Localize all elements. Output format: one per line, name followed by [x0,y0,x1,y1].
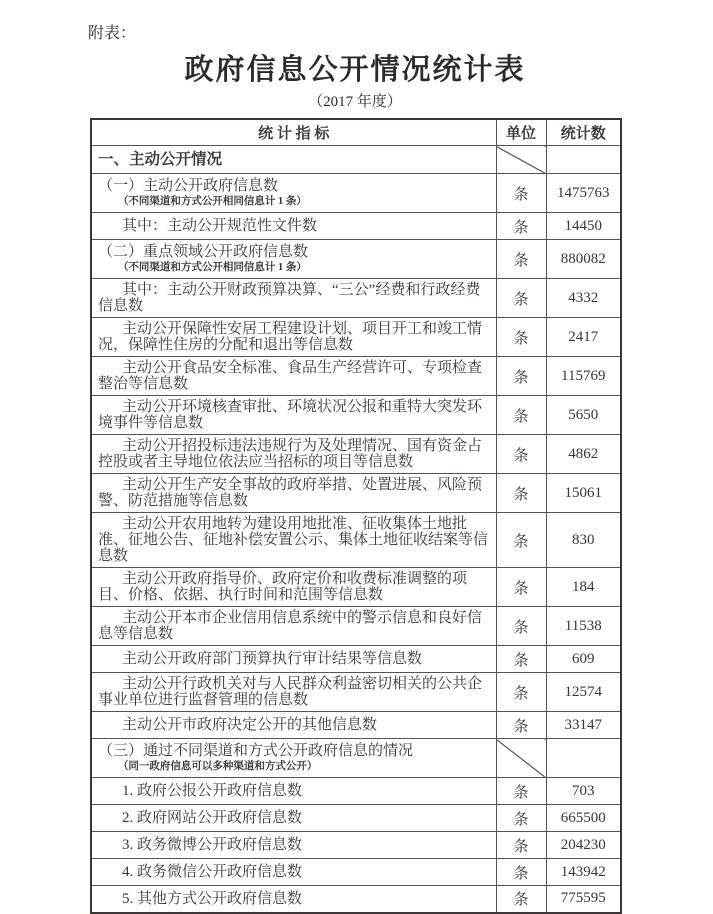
indicator-label: 2. 政府网站公开政府信息数 [122,810,303,826]
indicator-cell [91,859,496,886]
indicator-cell [91,174,496,213]
indicator-label: 主动公开保障性安居工程建设计划、项目开工和竣工情况，保障性住房的分配和退出等信息数 [98,321,483,353]
diagonal-slash-cell [496,739,546,778]
unit-cell: 条 [496,712,546,739]
indicator-cell [91,474,496,513]
unit-cell: 条 [496,396,546,435]
col-header-unit: 单位 [496,119,546,146]
value-cell: 2417 [546,318,621,357]
indicator-cell [91,513,496,568]
indicator-note: （不同渠道和方式公开相同信息计 1 条） [117,196,307,207]
indicator-label: 1. 政府公报公开政府信息数 [122,783,303,799]
value-cell: 830 [546,513,621,568]
table-row [91,396,621,435]
value-cell: 33147 [546,712,621,739]
indicator-label: （三）通过不同渠道和方式公开政府信息的情况 [98,743,414,759]
indicator-cell [91,886,496,913]
page-subtitle: （2017 年度） [308,94,402,110]
indicator-label: （二）重点领域公开政府信息数 [98,244,309,260]
indicator-label: 主动公开市政府决定公开的其他信息数 [122,717,378,733]
indicator-label: 主动公开政府部门预算执行审计结果等信息数 [122,651,423,667]
value-cell: 15061 [546,474,621,513]
indicator-cell [91,607,496,646]
diagonal-slash-cell [496,146,546,174]
indicator-note: （同一政府信息可以多种渠道和方式公开） [117,761,318,772]
statistics-table [90,118,622,914]
unit-cell: 条 [496,832,546,859]
table-row [91,607,621,646]
value-cell: 880082 [546,240,621,279]
unit-cell: 条 [496,513,546,568]
col-header-value: 统计数 [546,119,621,146]
indicator-cell [91,712,496,739]
value-cell: 1475763 [546,174,621,213]
indicator-label: 5. 其他方式公开政府信息数 [122,890,303,907]
indicator-label: 主动公开环境核查审批、环境状况公报和重特大突发环境事件等信息数 [98,399,483,431]
indicator-cell [91,240,496,279]
unit-cell: 条 [496,778,546,805]
value-cell: 4332 [546,279,621,318]
table-row [91,739,621,778]
indicator-cell [91,357,496,396]
indicator-cell [91,568,496,607]
value-cell: 5650 [546,396,621,435]
indicator-cell [91,435,496,474]
value-cell: 4862 [546,435,621,474]
unit-cell: 条 [496,174,546,213]
table-row [91,805,621,832]
indicator-label: 主动公开行政机关对与人民群众利益密切相关的公共企事业单位进行监督管理的信息数 [98,676,483,708]
value-cell: 775595 [546,886,621,913]
indicator-label: （一）主动公开政府信息数 [98,178,279,194]
value-cell: 204230 [546,832,621,859]
col-header-indicator: 统 计 指 标 [91,119,496,146]
value-cell: 115769 [546,357,621,396]
value-cell [546,739,621,778]
indicator-label: 主动公开食品安全标准、食品生产经营许可、专项检查整治等信息数 [98,360,483,392]
value-cell: 14450 [546,213,621,240]
unit-cell: 条 [496,279,546,318]
indicator-label: 主动公开生产安全事故的政府举措、处置进展、风险预警、防范措施等信息数 [98,477,483,509]
section-row [91,146,621,174]
table-row [91,474,621,513]
document-content [90,47,620,914]
value-cell: 143942 [546,859,621,886]
indicator-cell [91,279,496,318]
unit-cell: 条 [496,213,546,240]
indicator-label: 其中：主动公开财政预算决算、“三公”经费和行政经费信息数 [98,282,481,314]
value-cell: 703 [546,778,621,805]
value-cell: 184 [546,568,621,607]
unit-cell: 条 [496,673,546,712]
table-row [91,859,621,886]
table-row [91,646,621,673]
value-cell: 665500 [546,805,621,832]
table-row [91,174,621,213]
table-row [91,318,621,357]
indicator-cell [91,778,496,805]
table-row [91,712,621,739]
page-title: 政府信息公开情况统计表 [184,54,526,86]
indicator-cell [91,646,496,673]
table-row [91,568,621,607]
unit-cell: 条 [496,859,546,886]
unit-cell: 条 [496,568,546,607]
indicator-cell [91,146,496,174]
table-header-row [91,119,621,146]
table-row [91,778,621,805]
unit-cell: 条 [496,318,546,357]
value-cell: 11538 [546,607,621,646]
indicator-label: 4. 政务微信公开政府信息数 [122,864,303,880]
indicator-label: 主动公开本市企业信用信息系统中的警示信息和良好信息等信息数 [98,610,483,642]
table-row [91,357,621,396]
table-row [91,240,621,279]
annex-label: 附表： [88,25,137,42]
indicator-cell [91,318,496,357]
unit-cell: 条 [496,805,546,832]
indicator-cell [91,213,496,240]
unit-cell: 条 [496,435,546,474]
unit-cell: 条 [496,607,546,646]
indicator-label: 主动公开农用地转为建设用地批准、征收集体土地批准、征地公告、征地补偿安置公示、集体土地征收结案等信息数 [98,516,489,564]
table-row [91,435,621,474]
indicator-label: 3. 政务微博公开政府信息数 [122,837,303,853]
table-row [91,213,621,240]
indicator-label: 一、主动公开情况 [98,150,223,168]
table-row [91,832,621,859]
table-row [91,279,621,318]
indicator-cell [91,673,496,712]
table-row [91,673,621,712]
indicator-label: 其中：主动公开规范性文件数 [122,218,318,234]
table-row [91,513,621,568]
indicator-label: 主动公开政府指导价、政府定价和收费标准调整的项目、价格、依据、执行时间和范围等信息数 [98,571,468,603]
unit-cell: 条 [496,474,546,513]
unit-cell: 条 [496,357,546,396]
value-cell [546,146,621,174]
indicator-note: （不同渠道和方式公开相同信息计 1 条） [117,262,307,273]
indicator-label: 主动公开招投标违法违规行为及处理情况、国有资金占控股或者主导地位依法应当招标的项目等信息数 [98,438,483,470]
table-row [91,886,621,913]
indicator-cell [91,832,496,859]
unit-cell: 条 [496,240,546,279]
unit-cell: 条 [496,646,546,673]
indicator-cell [91,396,496,435]
indicator-cell [91,805,496,832]
value-cell: 609 [546,646,621,673]
indicator-cell [91,739,496,778]
value-cell: 12574 [546,673,621,712]
unit-cell: 条 [496,886,546,913]
